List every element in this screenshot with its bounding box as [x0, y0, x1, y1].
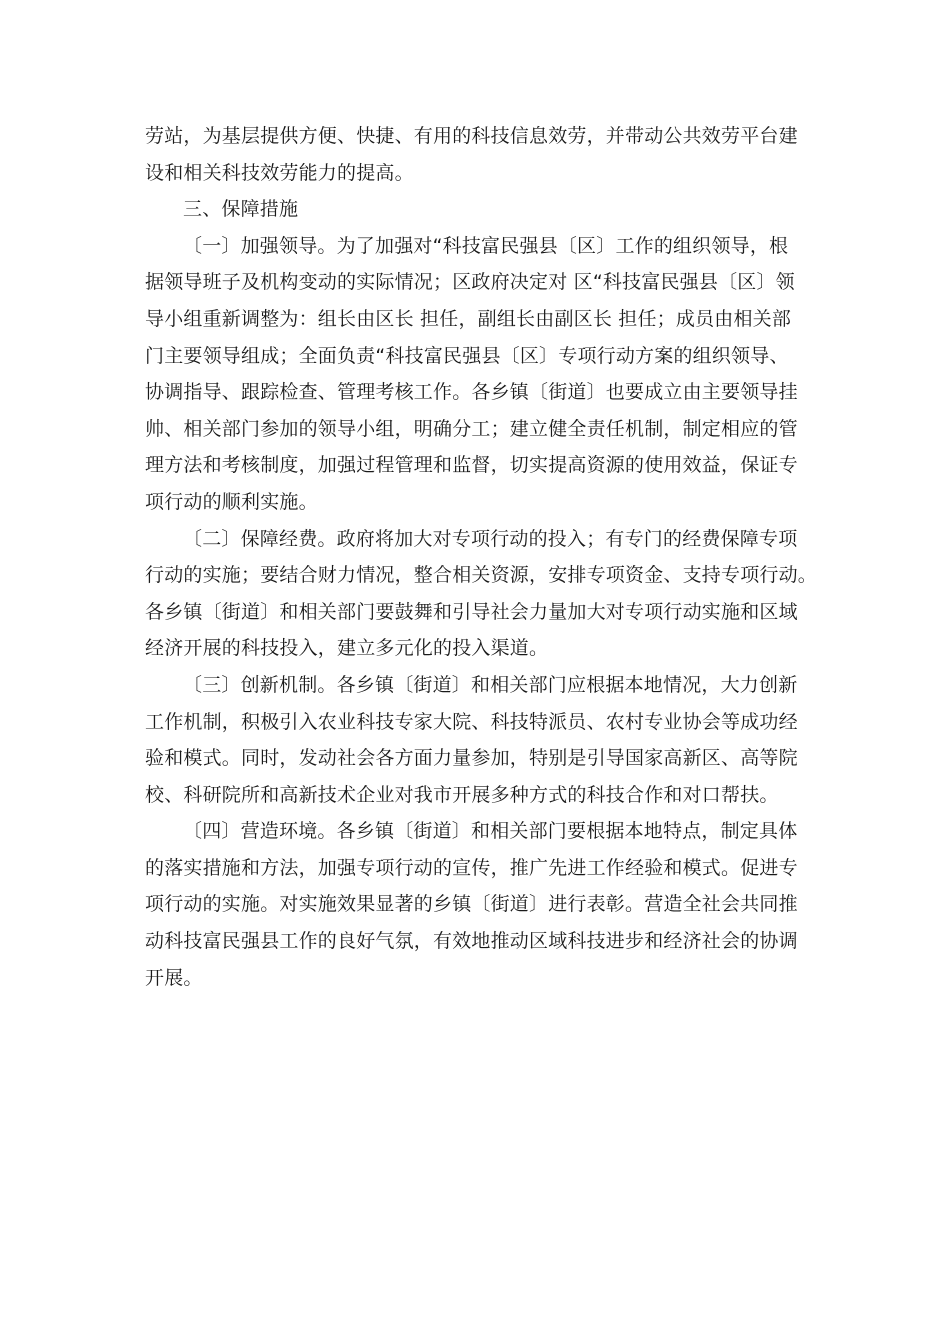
text-line: 的落实措施和方法，加强专项行动的宣传，推广先进工作经验和模式。促进专 [145, 856, 798, 879]
paragraph-start: 〔三〕创新机制。各乡镇〔街道〕和相关部门应根据本地情况，大力创新 [183, 673, 798, 696]
text-line: 各乡镇〔街道〕和相关部门要鼓舞和引导社会力量加大对专项行动实施和区域 [145, 600, 798, 623]
text-line: 设和相关科技效劳能力的提高。 [145, 161, 414, 184]
text-line: 行动的实施；要结合财力情况，整合相关资源，安排专项资金、支持专项行动。 [145, 564, 818, 587]
text-line: 验和模式。同时，发动社会各方面力量参加，特别是引导国家高新区、高等院 [145, 747, 798, 770]
text-line: 据领导班子及机构变动的实际情况；区政府决定对 区“科技富民强县〔区〕领 [145, 271, 795, 294]
text-line: 劳站，为基层提供方便、快捷、有用的科技信息效劳，并带动公共效劳平台建 [145, 125, 798, 147]
text-line: 帅、相关部门参加的领导小组，明确分工；建立健全责任机制，制定相应的管 [145, 417, 798, 440]
paragraph-start: 〔四〕营造环境。各乡镇〔街道〕和相关部门要根据本地特点，制定具体 [183, 820, 798, 843]
text-line: 经济开展的科技投入，建立多元化的投入渠道。 [145, 637, 549, 660]
text-line: 项行动的顺利实施。 [145, 490, 318, 513]
document-body [145, 118, 818, 996]
text-line: 项行动的实施。对实施效果显著的乡镇〔街道〕进行表彰。营造全社会共同推 [145, 893, 798, 916]
paragraph-start: 〔一〕加强领导。为了加强对“科技富民强县〔区〕工作的组织领导，根 [183, 234, 789, 257]
text-line: 协调指导、跟踪检查、管理考核工作。各乡镇〔街道〕也要成立由主要领导挂 [145, 381, 798, 404]
text-line: 开展。 [145, 966, 203, 989]
text-line: 导小组重新调整为：组长由区长 担任，副组长由副区长 担任；成员由相关部 [145, 307, 792, 330]
text-line: 校、科研院所和高新技术企业对我市开展多种方式的科技合作和对口帮扶。 [145, 783, 779, 806]
paragraph-start: 〔二〕保障经费。政府将加大对专项行动的投入；有专门的经费保障专项 [183, 527, 798, 550]
text-line: 门主要领导组成；全面负责“科技富民强县〔区〕专项行动方案的组织领导、 [145, 344, 789, 367]
text-line: 工作机制，积极引入农业科技专家大院、科技特派员、农村专业协会等成功经 [145, 710, 798, 733]
section-heading: 三、保障措施 [183, 198, 299, 221]
text-line: 动科技富民强县工作的良好气氛，有效地推动区域科技进步和经济社会的协调 [145, 930, 798, 953]
text-line: 理方法和考核制度，加强过程管理和监督，切实提高资源的使用效益，保证专 [145, 454, 798, 477]
